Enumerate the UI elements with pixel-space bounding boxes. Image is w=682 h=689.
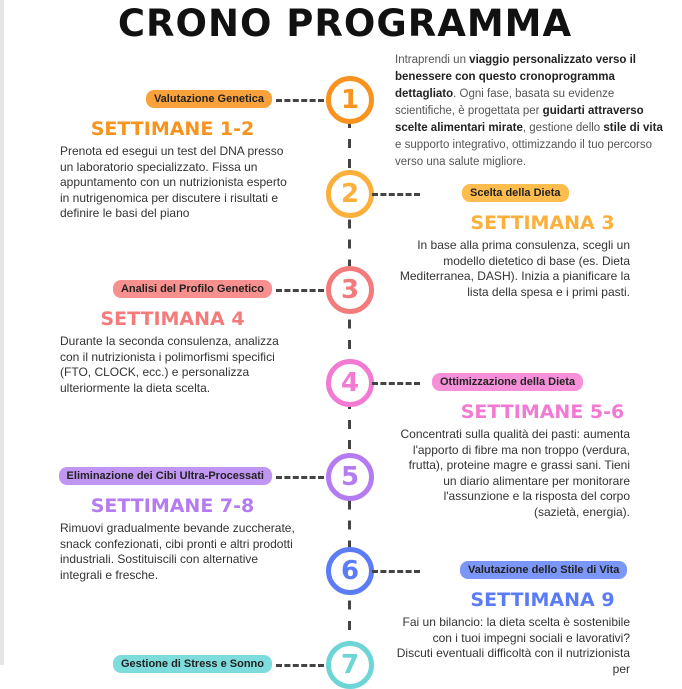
connector-dash [276,99,324,102]
step-number-circle: 7 [326,641,374,689]
step-description: Fai un bilancio: la dieta scelta è sostenibile con i tuoi impegni sociali e lavorativi? Discuti eventuali difficoltà con il nutrizionista per [396,615,630,676]
step-description: Rimuovi gradualmente bevande zuccherate, snack confezionati, cibi pronti e altri prodotti industriali. Sostituiscili con alternative integrali e fresche. [60,521,295,582]
step-label: Eliminazione dei Cibi Ultra-Processati [59,467,272,485]
intro-part: Intraprendi un [395,54,470,66]
intro-part: , gestione dello [522,122,604,134]
intro-part: . Ogni fase, basata su evidenze scientifiche, è progettata per [395,88,615,117]
step-label: Valutazione Genetica [146,90,272,108]
step-number-circle: 1 [326,76,374,124]
connector-dash [372,382,420,385]
step-label: Gestione di Stress e Sonno [113,655,272,673]
step-week: SETTIMANE 5-6 [460,401,625,423]
step-number-circle: 3 [326,266,374,314]
step-description: Concentrati sulla qualità dei pasti: aumenta l'apporto di fibre ma non troppo (verdura, frutta), proteine magre e grassi sani. Tieni un diario alimentare per monitorare l'assunzione e la risposta del corpo (sazietà, energia). [400,427,630,519]
page-title: CRONO PROGRAMMA [117,2,573,45]
step-week: SETTIMANA 3 [470,212,615,234]
step-label: Ottimizzazione della Dieta [432,373,583,391]
step-label: Scelta della Dieta [462,184,569,202]
intro-bold: viaggio personalizzato verso il benessere con questo cronoprogramma dettagliato [395,54,636,100]
step-description: Durante la seconda consulenza, analizza con il nutrizionista i polimorfismi specifici (FTO, CLOCK, ecc.) e personalizza ulteriormente la dieta scelta. [60,334,279,395]
page-edge [0,0,4,665]
connector-dash [276,289,324,292]
step-week: SETTIMANE 1-2 [90,118,255,140]
step-week: SETTIMANA 4 [100,308,245,330]
connector-dash [276,476,324,479]
intro-text [395,52,670,171]
step-week: SETTIMANA 9 [470,589,615,611]
step-number-circle: 5 [326,453,374,501]
step-number-circle: 2 [326,170,374,218]
step-week: SETTIMANE 7-8 [90,495,255,517]
connector-dash [372,570,420,573]
step-label: Valutazione dello Stile di Vita [460,561,627,579]
intro-part: e supporto integrativo, ottimizzando il tuo percorso verso una salute migliore. [395,139,652,168]
step-label: Analisi del Profilo Genetico [113,280,272,298]
intro-bold: guidarti attraverso scelte alimentari mirate [395,105,644,134]
step-description: In base alla prima consulenza, scegli un modello dietetico di base (es. Dieta Mediterranea, DASH). Inizia a pianificare la lista della spesa e i primi pasti. [399,238,630,299]
step-description: Prenota ed esegui un test del DNA presso un laboratorio specializzato. Fissa un appuntamento con un nutrizionista esperto in nutrigenomica per discutere i risultati e definire le basi del piano [60,144,287,220]
step-number-circle: 6 [326,547,374,595]
intro-bold: stile di vita [603,122,663,134]
connector-dash [372,193,420,196]
connector-dash [276,664,324,667]
step-number-circle: 4 [326,359,374,407]
